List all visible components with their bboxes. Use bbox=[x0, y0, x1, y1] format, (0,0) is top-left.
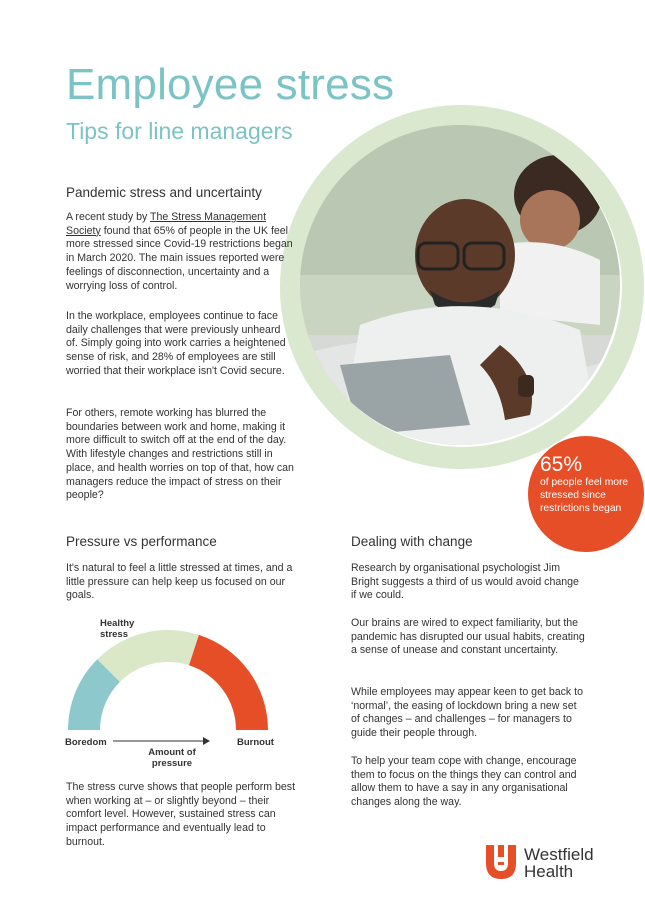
change-paragraph-1: Research by organisational psychologist Jim Bright suggests a third of us would avoid change if we could. bbox=[351, 562, 579, 602]
change-paragraph-3: While employees may appear keen to get back to ‘normal’, the easing of lockdown bring a new set of changes – and challenges – for managers to guide their people through. bbox=[351, 686, 584, 740]
change-paragraph-4: To help your team cope with change, encourage them to focus on the things they can control and allow them to have a say in any organisational changes along the way. bbox=[351, 755, 577, 809]
gauge-label-axis: Amount of pressure bbox=[148, 747, 196, 769]
page-title: Employee stress bbox=[66, 60, 395, 109]
page-subtitle: Tips for line managers bbox=[66, 118, 293, 144]
stat-badge bbox=[528, 436, 644, 552]
logo-line-1: Westfield bbox=[524, 845, 594, 864]
pandemic-paragraph-3: For others, remote working has blurred the boundaries between work and home, making it more difficult to switch off at the end of the day. With lifestyle changes and restrictions still in place, and health worries on top of that, how can managers reduce the impact of stress on their people? bbox=[66, 407, 294, 502]
pandemic-paragraph-2: In the workplace, employees continue to face daily challenges that were previously unheard of. Simply going into work carries a heightened sense of risk, and 28% of employees are still worried that their workplace isn't Covid secure. bbox=[66, 310, 286, 377]
change-paragraph-2: Our brains are wired to expect familiarity, but the pandemic has disrupted our usual habits, creating a sense of unease and constant uncertainty. bbox=[351, 617, 585, 657]
logo-line-2: Health bbox=[524, 862, 574, 881]
pandemic-p1-start: A recent study by bbox=[66, 211, 151, 223]
stat-text: of people feel more stressed since restrictions began bbox=[540, 477, 629, 514]
stress-gauge bbox=[55, 612, 295, 772]
stress-society-link[interactable]: The Stress Management Society bbox=[66, 211, 267, 237]
heading-change: Dealing with change bbox=[351, 534, 473, 549]
logo-text bbox=[524, 846, 594, 880]
stat-number: 65% bbox=[540, 453, 583, 476]
gauge-label-boredom: Boredom bbox=[65, 737, 107, 748]
pandemic-p1-end: found that 65% of people in the UK feel more stressed since Covid-19 restrictions began in March 2020. The main issues reported were feelings of disconnection, uncertainty and a worrying loss of control. bbox=[66, 224, 293, 292]
heading-pressure: Pressure vs performance bbox=[66, 534, 217, 549]
hero-photo bbox=[300, 125, 620, 445]
gauge-label-healthy: Healthy stress bbox=[100, 618, 135, 640]
pandemic-paragraph-1 bbox=[66, 211, 294, 293]
heading-pandemic: Pandemic stress and uncertainty bbox=[66, 185, 262, 200]
gauge-label-burnout: Burnout bbox=[237, 737, 274, 748]
westfield-health-logo bbox=[483, 843, 623, 883]
westfield-logo-icon bbox=[483, 843, 519, 881]
pressure-paragraph-1: It's natural to feel a little stressed at times, and a little pressure can help keep us focused on our goals. bbox=[66, 562, 293, 602]
pressure-paragraph-2: The stress curve shows that people perform best when working at – or slightly beyond – their comfort level. However, sustained stress can impact performance and eventually lead to burnout. bbox=[66, 781, 296, 848]
gauge-burnout-segment bbox=[189, 635, 268, 730]
